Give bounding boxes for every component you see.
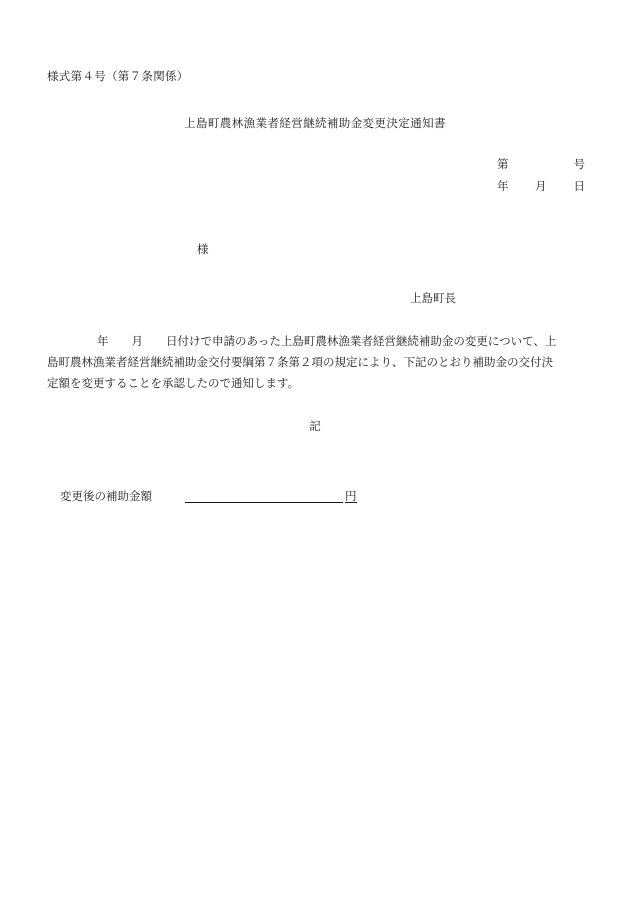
ki-heading: 記: [309, 419, 321, 433]
sender-name: 上島町長: [410, 291, 456, 305]
date-day-label: 日: [573, 179, 585, 193]
body-line: 年 月 日付けで申請のあった上島町農林漁業者経営継続補助金の変更について、上: [97, 334, 557, 348]
body-line: 島町農林漁業者経営継続補助金交付要綱第７条第２項の規定により、下記のとおり補助金の交付決: [47, 355, 553, 369]
document-title: 上島町農林漁業者経営継続補助金変更決定通知書: [184, 116, 446, 130]
body-paragraph: [47, 331, 587, 394]
form-number: 様式第４号（第７条関係）: [47, 69, 189, 83]
issue-number-suffix: 号: [573, 157, 585, 171]
body-line: 定額を変更することを承認したので通知します。: [47, 376, 300, 390]
date-year-label: 年: [497, 179, 509, 193]
amount-blank-line: [185, 488, 343, 503]
addressee-honorific: 様: [197, 242, 209, 256]
amount-label: 変更後の補助金額: [60, 489, 152, 503]
issue-number-prefix: 第: [497, 157, 509, 171]
date-month-label: 月: [535, 179, 547, 193]
amount-unit: 円: [345, 489, 357, 503]
